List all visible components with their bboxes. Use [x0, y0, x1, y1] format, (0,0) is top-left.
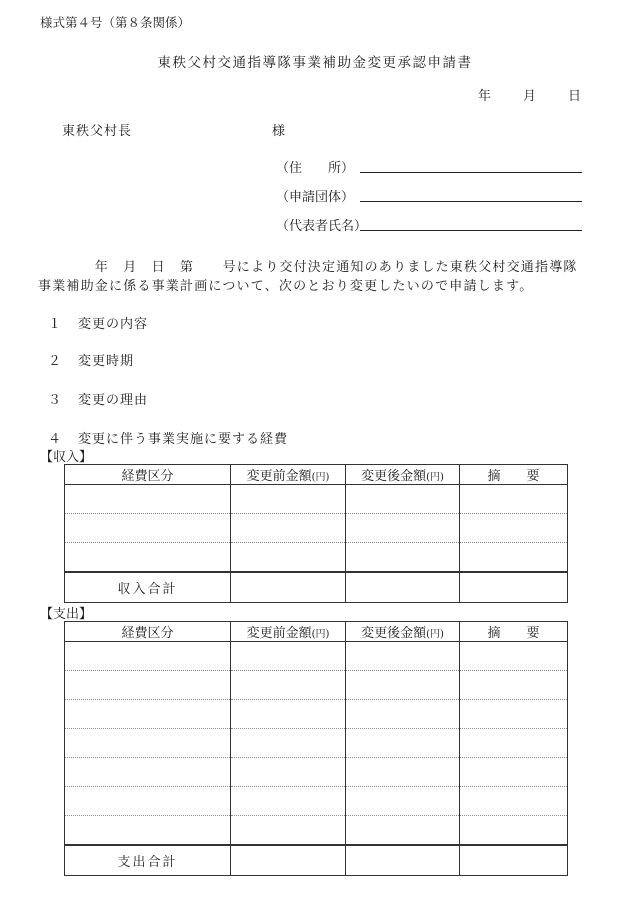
- table-row: [65, 642, 568, 671]
- table-row: [65, 758, 568, 787]
- date-month-label: 月: [523, 89, 537, 104]
- expense-total-row: [65, 845, 568, 876]
- representative-label: （代表者氏名）: [276, 219, 368, 234]
- form-number: 様式第４号（第８条関係）: [40, 15, 191, 30]
- income-table: [64, 464, 568, 603]
- section-label: 変更時期: [78, 354, 135, 369]
- honorific: 様: [272, 124, 286, 139]
- section-3: [48, 389, 148, 408]
- header-after-amount: [346, 465, 460, 485]
- date-year-label: 年: [478, 89, 492, 104]
- income-total-label: 収入合計: [65, 572, 231, 603]
- header-unit: (円): [311, 629, 330, 640]
- header-unit: (円): [311, 472, 330, 483]
- income-heading: 【収入】: [40, 450, 93, 465]
- section-2: [48, 350, 134, 369]
- expense-table: [64, 621, 568, 876]
- table-row: [65, 543, 568, 573]
- section-label: 変更の内容: [78, 317, 149, 332]
- header-label: 変更後金額: [361, 626, 427, 641]
- section-number: ２: [48, 354, 63, 369]
- table-row: [65, 729, 568, 758]
- expense-heading: 【支出】: [40, 607, 93, 622]
- header-remarks: 摘 要: [460, 622, 568, 642]
- organization-field[interactable]: [360, 201, 582, 202]
- table-row: [65, 787, 568, 816]
- representative-field[interactable]: [360, 230, 582, 231]
- section-number: ３: [48, 393, 63, 408]
- header-remarks: 摘 要: [460, 465, 568, 485]
- header-label: 変更後金額: [361, 469, 427, 484]
- addressee: 東秩父村長: [62, 124, 133, 139]
- address-field[interactable]: [360, 172, 582, 173]
- income-total-row: [65, 572, 568, 603]
- header-unit: (円): [426, 472, 444, 483]
- table-row: [65, 671, 568, 700]
- section-label: 変更の理由: [78, 393, 149, 408]
- header-label: 変更前金額: [246, 626, 312, 641]
- header-before-amount: [231, 622, 346, 642]
- header-category: 経費区分: [65, 465, 231, 485]
- section-1: [48, 313, 148, 332]
- document-title: 東秩父村交通指導隊事業補助金変更承認申請書: [157, 55, 473, 71]
- section-number: ４: [48, 432, 63, 447]
- date-day-label: 日: [568, 89, 582, 104]
- header-category: 経費区分: [65, 622, 231, 642]
- section-number: １: [48, 317, 63, 332]
- table-row: [65, 816, 568, 846]
- header-after-amount: [346, 622, 460, 642]
- table-row: [65, 700, 568, 729]
- section-label: 変更に伴う事業実施に要する経費: [78, 432, 289, 447]
- organization-label: （申請団体）: [276, 190, 355, 205]
- header-unit: (円): [426, 629, 444, 640]
- table-row: [65, 485, 568, 514]
- header-label: 変更前金額: [246, 469, 312, 484]
- table-row: [65, 514, 568, 543]
- table-header-row: [65, 622, 568, 642]
- section-4: [48, 428, 288, 447]
- application-body-text: 年 月 日 第 号により交付決定通知のありました東秩父村交通指導隊事業補助金に係る事業計画について、次のとおり変更したいので申請します。: [38, 260, 578, 294]
- table-header-row: [65, 465, 568, 485]
- header-before-amount: [231, 465, 346, 485]
- address-label: （住 所）: [276, 161, 355, 176]
- expense-total-label: 支出合計: [65, 845, 231, 876]
